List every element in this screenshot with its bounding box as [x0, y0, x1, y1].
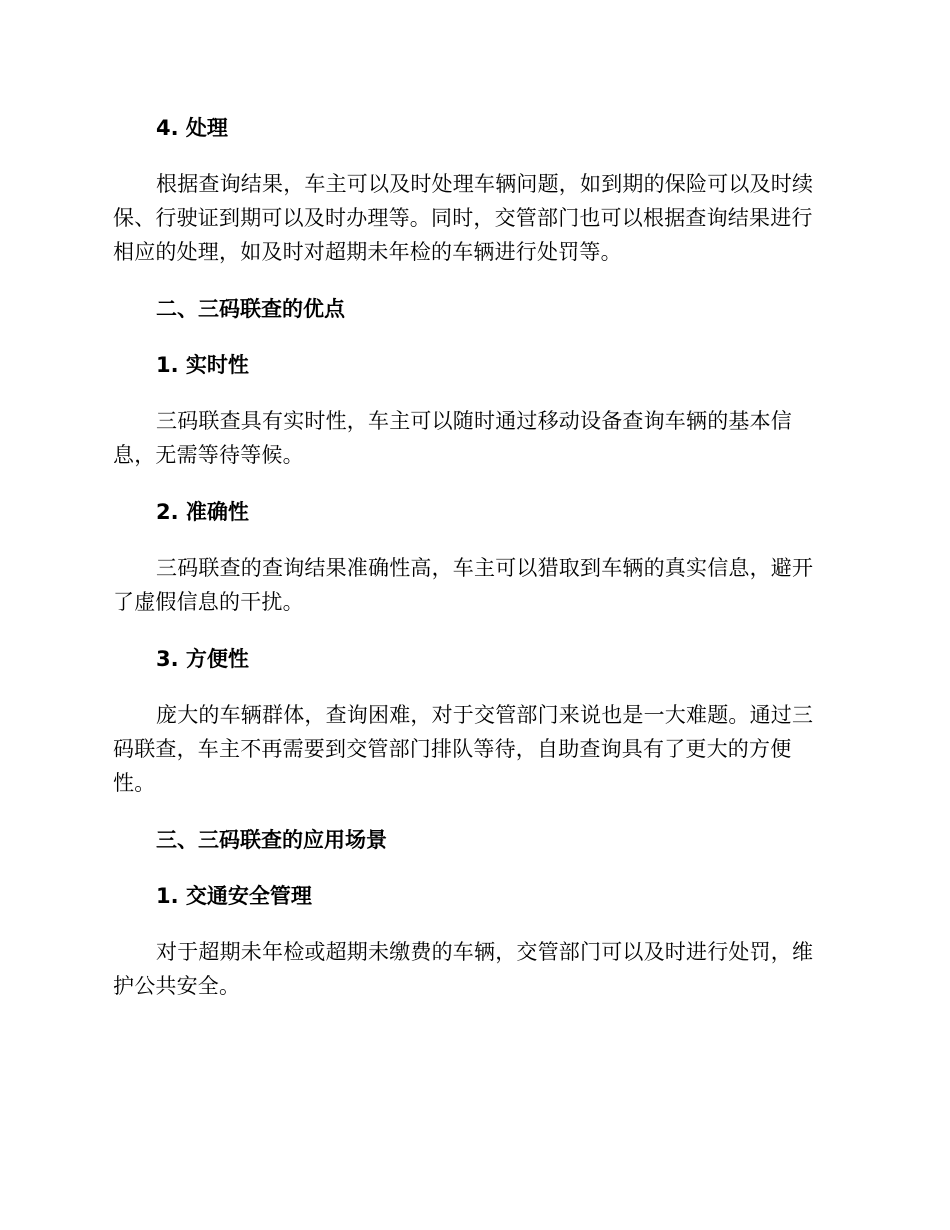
paragraph-traffic-safety: 对于超期未年检或超期未缴费的车辆，交管部门可以及时进行处罚，维护公共安全。: [113, 940, 814, 998]
paragraph-processing: 根据查询结果，车主可以及时处理车辆问题，如到期的保险可以及时续保、行驶证到期可以及时办理等。同时，交管部门也可以根据查询结果进行相应的处理，如及时对超期未年检的车辆进行处罚等。: [113, 172, 814, 264]
paragraph-realtime: 三码联查具有实时性，车主可以随时通过移动设备查询车辆的基本信息，无需等待等候。: [113, 409, 792, 467]
section-heading-scenarios: 三、三码联查的应用场景: [156, 828, 387, 852]
paragraph-accuracy: 三码联查的查询结果准确性高，车主可以猎取到车辆的真实信息，避开了虚假信息的干扰。: [113, 556, 814, 614]
heading-processing: 4. 处理: [156, 116, 228, 140]
document-body: [113, 111, 833, 1003]
heading-accuracy: 2. 准确性: [156, 500, 249, 524]
section-heading-advantages: 二、三码联查的优点: [156, 297, 345, 321]
heading-traffic-safety: 1. 交通安全管理: [156, 884, 312, 908]
paragraph-convenience: 庞大的车辆群体，查询困难，对于交管部门来说也是一大难题。通过三码联查，车主不再需要到交管部门排队等待，自助查询具有了更大的方便性。: [113, 703, 814, 795]
heading-convenience: 3. 方便性: [156, 647, 249, 671]
heading-realtime: 1. 实时性: [156, 353, 249, 377]
